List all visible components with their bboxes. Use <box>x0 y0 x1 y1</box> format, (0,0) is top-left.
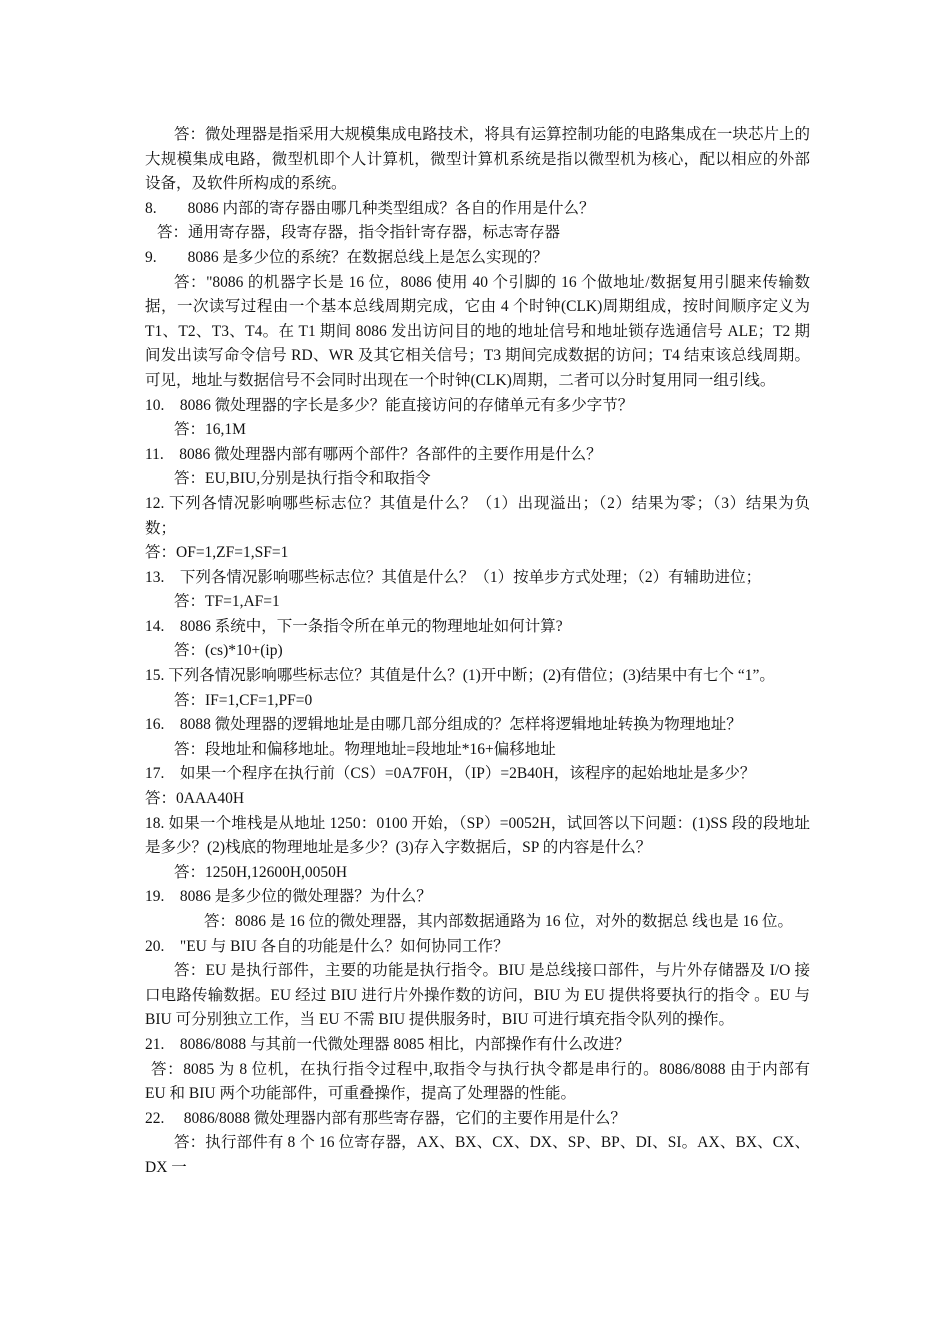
answer-16: 答：段地址和偏移地址。物理地址=段地址*16+偏移地址 <box>174 740 556 758</box>
answer-15: 答：IF=1,CF=1,PF=0 <box>174 691 313 709</box>
question-13: 13. 下列各情况影响哪些标志位？其值是什么？（1）按单步方式处理；（2）有辅助进位； <box>145 568 762 586</box>
question-19: 19. 8086 是多少位的微处理器？为什么？ <box>145 888 432 906</box>
question-12: 12. 下列各情况影响哪些标志位？其值是什么？（1）出现溢出；（2）结果为零；（3）结果为负数； <box>145 494 810 537</box>
answer-14: 答：(cs)*10+(ip) <box>174 642 283 660</box>
question-9: 9. 8086 是多少位的系统？在数据总线上是怎么实现的？ <box>145 248 549 266</box>
answer-11: 答：EU,BIU,分别是执行指令和取指令 <box>174 470 431 488</box>
answer-12: 答：OF=1,ZF=1,SF=1 <box>145 544 289 562</box>
answer-20: 答：EU 是执行部件，主要的功能是执行指令。BIU 是总线接口部件，与片外存储器及 I/O 接口电路传输数据。EU 经过 BIU 进行片外操作数的访问，BIU 为 EU 提供将要执行的指令 。EU 与 BIU 可分别独立工作，当 EU 不需 BIU 提供服务时，BIU 可进行填充指令队列的操作。 <box>145 962 810 1029</box>
question-16: 16. 8088 微处理器的逻辑地址是由哪几部分组成的？怎样将逻辑地址转换为物理地址？ <box>145 716 742 734</box>
answer-21: 答：8085 为 8 位机，在执行指令过程中,取指令与执行执令都是串行的。8086/8088 由于内部有 EU 和 BIU 两个功能部件，可重叠操作，提高了处理器的性能。 <box>145 1060 810 1103</box>
question-8: 8. 8086 内部的寄存器由哪几种类型组成？各自的作用是什么？ <box>145 199 595 217</box>
question-14: 14. 8086 系统中，下一条指令所在单元的物理地址如何计算? <box>145 617 563 635</box>
answer-19: 答：8086 是 16 位的微处理器，其内部数据通路为 16 位，对外的数据总 线也是 16 位。 <box>204 913 794 930</box>
answer-8: 答：通用寄存器，段寄存器，指令指针寄存器，标志寄存器 <box>157 224 561 242</box>
answer-7: 答：微处理器是指采用大规模集成电路技术，将具有运算控制功能的电路集成在一块芯片上的大规模集成电路，微型机即个人计算机，微型计算机系统是指以微型机为核心，配以相应的外部设备，及软件所构成的系统。 <box>145 126 810 193</box>
answer-17: 答：0AAA40H <box>145 790 245 808</box>
answer-13: 答：TF=1,AF=1 <box>174 593 280 611</box>
answer-10: 答：16,1M <box>174 421 246 439</box>
answer-9: 答："8086 的机器字长是 16 位，8086 使用 40 个引脚的 16 个做地址/数据复用引腿来传输数据，一次读写过程由一个基本总线周期完成，它由 4 个时钟(CLK)周期组成，按时间顺序定义为 T1、T2、T3、T4。在 T1 期间 8086 发出访问目的地的地址信号和地址锁存选通信号 ALE；T2 期间发出读写命令信号 RD、WR 及其它相关信号；T3 期间完成数据的访问；T4 结束该总线周期。可见，地址与数据信号不会同时出现在一个时钟(CLK)周期，二者可以分时复用同一组引线。 <box>145 273 810 389</box>
document-page <box>145 123 810 1181</box>
question-17: 17. 如果一个程序在执行前（CS）=0A7F0H，（IP）=2B40H，该程序的起始地址是多少？ <box>145 765 756 783</box>
question-18: 18. 如果一个堆栈是从地址 1250：0100 开始，（SP）=0052H，试回答以下问题：(1)SS 段的段地址是多少？(2)栈底的物理地址是多少？(3)存入字数据后，SP 的内容是什么？ <box>145 814 810 857</box>
question-11: 11. 8086 微处理器内部有哪两个部件？各部件的主要作用是什么？ <box>145 445 602 463</box>
question-21: 21. 8086/8088 与其前一代微处理器 8085 相比，内部操作有什么改进？ <box>145 1035 630 1053</box>
answer-22: 答：执行部件有 8 个 16 位寄存器，AX、BX、CX、DX、SP、BP、DI、SI。AX、BX、CX、DX 一 <box>145 1134 810 1176</box>
question-10: 10. 8086 微处理器的字长是多少？能直接访问的存储单元有多少字节？ <box>145 396 634 414</box>
answer-18: 答：1250H,12600H,0050H <box>174 863 348 881</box>
question-22: 22. 8086/8088 微处理器内部有那些寄存器，它们的主要作用是什么？ <box>145 1109 626 1127</box>
question-20: 20. "EU 与 BIU 各自的功能是什么？如何协同工作？ <box>145 937 509 955</box>
question-15: 15. 下列各情况影响哪些标志位？其值是什么？(1)开中断；(2)有借位；(3)结果中有七个 “1”。 <box>145 667 775 685</box>
